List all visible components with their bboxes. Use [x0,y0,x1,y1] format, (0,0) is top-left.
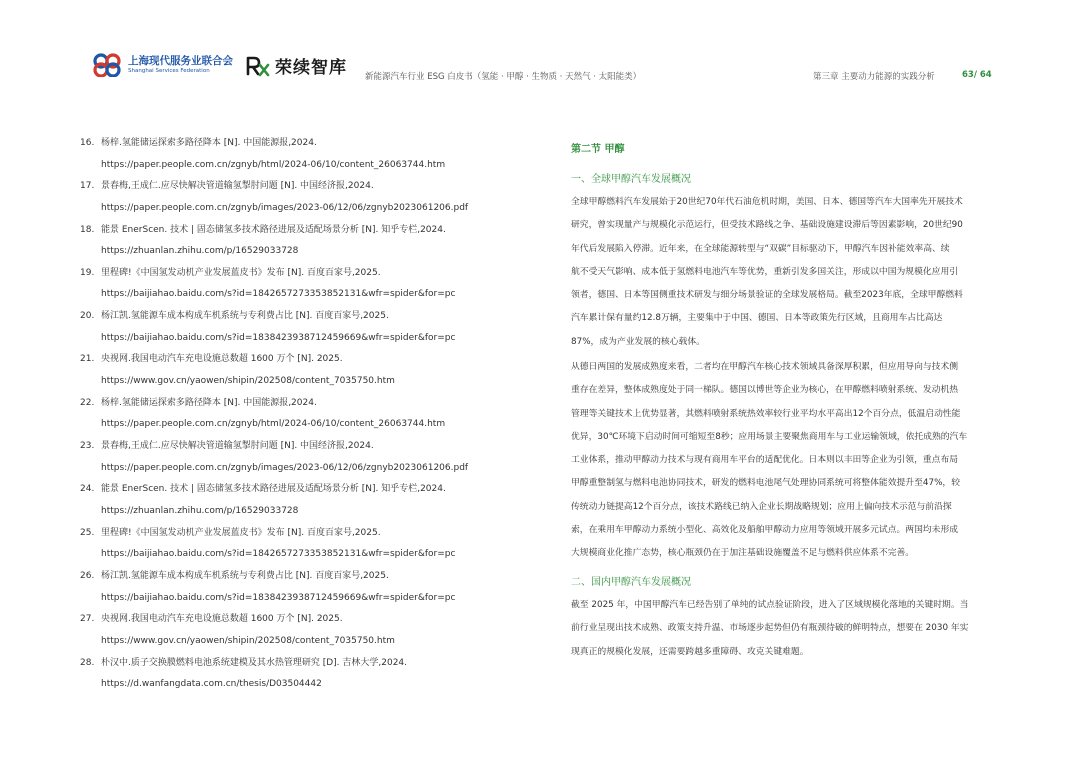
federation-name: 上海现代服务业联合会 [128,55,233,67]
reference-item [80,566,530,609]
reference-citation: 里程碑!《中国氢发动机产业发展蓝皮书》发布 [N]. 百度百家号,2025. [101,527,381,538]
reference-number: 16. [80,138,95,148]
paragraph-line: 传统动力链提高12个百分点，该技术路线已纳入企业长期战略规划；应用上偏向技术示范与前沿探 [571,501,952,512]
paragraph-germany-japan [571,356,999,566]
paragraph-line: 汽车累计保有量约12.8万辆，主要集中于中国、德国、日本等政策先行区域，且商用车占比高达 [571,313,943,324]
paragraph-line: 工业体系，推动甲醇动力技术与现有商用车平台的适配优化。日本则以丰田等企业为引领，重点布局 [571,455,959,466]
reference-item [80,306,530,349]
reference-citation: 央视网.我国电动汽车充电设施总数超 1600 万个 [N]. 2025. [101,614,343,625]
reference-item [80,653,530,696]
reference-url[interactable]: https://www.gov.cn/yaowen/shipin/202508/content_7035750.htm [101,376,395,387]
chapter-title: 第三章 主要动力能源的实践分析 [813,72,935,82]
paragraph-domestic [571,594,999,664]
paragraph-line: 从德日两国的发展成熟度来看，二者均在甲醇汽车核心技术领域具备深厚积累，但应用导向与技术侧 [571,362,959,372]
reference-item [80,523,530,566]
paragraph-line: 87%，成为产业发展的核心载体。 [571,336,705,347]
federation-logo-icon [92,53,122,77]
federation-name-en: Shanghai Services Federation [128,68,210,74]
reference-citation: 杨江凯.氢能源车成本构成车机系统与专利费占比 [N]. 百度百家号,2025. [101,311,389,322]
page-number: 63/ 64 [962,70,992,80]
paragraph-line: 现真正的规模化发展，还需要跨越多重障碍、攻克关键难题。 [571,646,809,657]
paragraph-line: 管理等关键技术上优势显著，其燃料喷射系统热效率较行业平均水平高出12个百分点，低温启动性能 [571,408,961,419]
reference-citation: 杨梓.氢能储运探索多路径降本 [N]. 中国能源报,2024. [101,138,317,148]
reference-url[interactable]: https://zhuanlan.zhihu.com/p/16529033728 [101,505,299,516]
reference-url[interactable]: https://baijiahao.baidu.com/s?id=1842657273353852131&wfr=spider&for=pc [101,549,456,560]
paragraph-line: 大规模商业化推广态势，核心瓶颈仍在于加注基础设施覆盖不足与燃料供应体系不完善。 [571,548,915,559]
reference-number: 24. [80,484,95,495]
reference-list [80,133,530,696]
reference-url[interactable]: https://baijiahao.baidu.com/s?id=1838423938712459669&wfr=spider&for=pc [101,332,456,343]
paragraph-line: 重存在差异，整体成熟度处于同一梯队。德国以博世等企业为核心，在甲醇燃料喷射系统、发动机热 [571,385,959,396]
reference-number: 22. [80,397,95,408]
reference-citation: 景春梅,王成仁.应尽快解决管道输氢掣肘问题 [N]. 中国经济报,2024. [101,441,374,452]
federation-logo [92,53,233,77]
paragraph-line: 索，在乘用车甲醇动力系统小型化、高效化及船舶甲醇动力应用等领域开展多元试点。两国均未形成 [571,525,959,536]
reference-number: 18. [80,224,95,235]
reference-item [80,349,530,392]
rx-logo-icon [246,55,270,77]
reference-url[interactable]: https://zhuanlan.zhihu.com/p/16529033728 [101,246,299,257]
reference-citation: 朴汉中.质子交换膜燃料电池系统建模及其水热管理研究 [D]. 吉林大学,2024. [101,657,408,668]
subsection-title-global: 一、全球甲醇汽车发展概况 [571,174,691,185]
subsection-title-domestic: 二、国内甲醇汽车发展概况 [571,577,691,588]
reference-citation: 杨江凯.氢能源车成本构成车机系统与专利费占比 [N]. 百度百家号,2025. [101,570,389,581]
reference-url[interactable]: https://baijiahao.baidu.com/s?id=1838423938712459669&wfr=spider&for=pc [101,592,456,603]
reference-number: 25. [80,527,95,538]
reference-number: 26. [80,570,95,581]
paragraph-line: 航不受天气影响、成本低于氢燃料电池汽车等优势，重新引发多国关注，形成以中国为规模化应用引 [571,266,959,277]
reference-item [80,220,530,263]
paragraph-line: 甲醇重整制氢与燃料电池协同技术，研发的燃料电池尾气处理协同系统可将整体能效提升至47%，较 [571,478,961,489]
reference-number: 27. [80,614,95,625]
reference-citation: 杨梓.氢能储运探索多路径降本 [N]. 中国能源报,2024. [101,397,317,408]
reference-item [80,263,530,306]
brand-name: 荣续智库 [275,58,347,78]
paragraph-line: 领者，德国、日本等国侧重技术研发与细分场景验证的全球发展格局。截至2023年底，全球甲醇燃料 [571,290,963,301]
reference-url[interactable]: https://paper.people.com.cn/zgnyb/html/2024-06/10/content_26063744.htm [101,159,446,170]
reference-citation: 能景 EnerScen. 技术 | 固态储氢多技术路径进展及适配场景分析 [N]. 知乎专栏,2024. [101,224,446,235]
paragraph-line: 年代后发展陷入停滞。近年来，在全球能源转型与“双碳”目标驱动下，甲醇汽车因补能效率高、续 [571,243,950,254]
reference-citation: 景春梅,王成仁.应尽快解决管道输氢掣肘问题 [N]. 中国经济报,2024. [101,181,374,192]
reference-citation: 里程碑!《中国氢发动机产业发展蓝皮书》发布 [N]. 百度百家号,2025. [101,267,381,278]
reference-url[interactable]: https://baijiahao.baidu.com/s?id=1842657273353852131&wfr=spider&for=pc [101,289,456,300]
brand-logo [246,53,347,78]
reference-item [80,133,530,176]
paragraph-line: 前行业呈现出技术成熟、政策支持升温、市场逐步起势但仍有瓶颈待破的鲜明特点，想要在 2030 年实 [571,623,969,634]
reference-number: 20. [80,311,95,322]
reference-url[interactable]: https://paper.people.com.cn/zgnyb/html/2024-06/10/content_26063744.htm [101,419,446,430]
paragraph-line: 优异，30℃环境下启动时间可缩短至8秒；应用场景主要聚焦商用车与工业运输领域，依托成熟的汽车 [571,431,968,442]
reference-citation: 央视网.我国电动汽车充电设施总数超 1600 万个 [N]. 2025. [101,354,343,365]
reference-item [80,393,530,436]
reference-item [80,479,530,522]
paragraph-line: 截至 2025 年，中国甲醇汽车已经告别了单纯的试点验证阶段，进入了区域规模化落地的关键时期。当 [571,600,969,610]
paragraph-line: 全球甲醇燃料汽车发展始于20世纪70年代石油危机时期，美国、日本、德国等汽车大国率先开展技术 [571,197,963,207]
reference-url[interactable]: https://www.gov.cn/yaowen/shipin/202508/content_7035750.htm [101,635,395,646]
reference-number: 21. [80,354,95,365]
section-title: 第二节 甲醇 [571,144,625,155]
reference-number: 28. [80,657,95,668]
reference-url[interactable]: https://paper.people.com.cn/zgnyb/images/2023-06/12/06/zgnyb2023061206.pdf [101,202,469,213]
reference-url[interactable]: https://paper.people.com.cn/zgnyb/images/2023-06/12/06/zgnyb2023061206.pdf [101,462,469,473]
page-header [0,0,1080,100]
paragraph-global [571,191,999,354]
paragraph-line: 研究，曾实现量产与规模化示范运行，但受技术路线之争、基础设施建设滞后等因素影响，20世纪90 [571,220,963,231]
reference-citation: 能景 EnerScen. 技术 | 固态储氢多技术路径进展及适配场景分析 [N]. 知乎专栏,2024. [101,484,446,495]
reference-item [80,176,530,219]
reference-url[interactable]: https://d.wanfangdata.com.cn/thesis/D03504442 [101,679,322,690]
reference-number: 23. [80,441,95,452]
reference-item [80,609,530,652]
reference-number: 17. [80,181,95,192]
reference-number: 19. [80,267,95,278]
reference-item [80,436,530,479]
document-title: 新能源汽车行业 ESG 白皮书（氢能 · 甲醇 · 生物质 · 天然气 · 太阳能类） [365,72,642,82]
